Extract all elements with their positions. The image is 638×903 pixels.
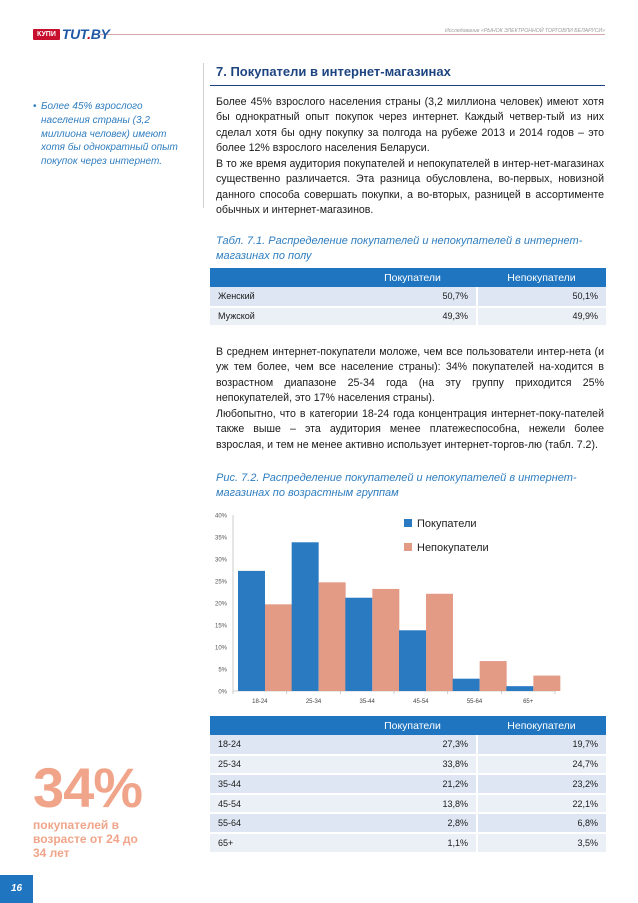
table-header-blank [210,268,348,287]
cell-buyers: 2,8% [348,813,477,833]
y-tick-label: 35% [214,535,227,542]
table-gender [210,268,606,327]
row-label: 65+ [210,833,348,853]
cell-buyers: 13,8% [348,794,477,814]
header-rule [100,34,605,35]
cell-nonbuyers: 50,1% [477,287,606,307]
bar-nonbuyers [426,594,453,691]
table-row [210,833,606,853]
x-tick-label: 18-24 [252,699,268,705]
sidebar-divider [203,63,204,208]
cell-buyers: 50,7% [348,287,477,307]
table-header-buyers: Покупатели [348,268,477,287]
row-label: 45-54 [210,794,348,814]
table-header-blank [210,716,348,735]
cell-nonbuyers: 24,7% [477,755,606,775]
figure-caption: Рис. 7.2. Распределение покупателей и непокупателей в интернет-магазинах по возрастным группам [216,472,577,499]
legend-swatch [404,543,412,551]
cell-nonbuyers: 6,8% [477,813,606,833]
row-label: Женский [210,287,348,307]
y-tick-label: 30% [214,557,227,564]
row-label: 55-64 [210,813,348,833]
logo-kupi-badge: КУПИ [33,29,60,40]
y-tick-label: 5% [218,667,227,674]
bar-nonbuyers [533,676,560,691]
cell-buyers: 27,3% [348,735,477,755]
table-header-buyers: Покупатели [348,716,477,735]
tutby-logo[interactable] [33,27,110,41]
x-tick-label: 45-54 [413,699,429,705]
table-row [210,735,606,755]
bar-nonbuyers [372,589,399,691]
x-tick-label: 65+ [523,699,534,705]
title-rule [210,85,605,86]
paragraph-1: Более 45% взрослого населения страны (3,2 миллиона человек) имеют хотя бы однократный опыт покупок через интернет. Каждый четвер-тый из них сделал хотя бы одну покупку за полгода на рубеже 2013 и 2014 годов – это более 12% взрослого населения Беларуси. [216,96,604,155]
bar-nonbuyers [319,582,346,691]
paragraph-3: В среднем интернет-покупатели моложе, чем все пользователи интер-нета (и уж тем более, чем все население страны): 34% покупателей на-ходится в возрастном диапазоне 25-34 года (на эту группу приходится 25% непокупателей, это 17% населения страны). [216,346,604,405]
y-tick-label: 20% [214,601,227,608]
table-row [210,307,606,327]
y-tick-label: 25% [214,579,227,586]
cell-buyers: 1,1% [348,833,477,853]
bar-buyers [506,686,533,691]
cell-nonbuyers: 3,5% [477,833,606,853]
row-label: 25-34 [210,755,348,775]
legend-label: Непокупатели [417,542,489,554]
y-tick-label: 10% [214,645,227,652]
row-label: 18-24 [210,735,348,755]
cell-nonbuyers: 23,2% [477,774,606,794]
table-header-row [210,268,606,287]
logo-wordmark: TUT.BY [61,26,110,42]
table-row [210,755,606,775]
sidebar-note: • Более 45% взрослого населения страны (3,2 миллиона человек) имеют хотя бы однократный опыт покупок через интернет. [33,100,178,169]
legend-swatch [404,519,412,527]
cell-nonbuyers: 22,1% [477,794,606,814]
paragraph-2: В то же время аудитория покупателей и непокупателей в интер-нет-магазинах существенно различается. Эта разница обусловлена, во-первых, новизной данного способа совершать покупки, а во-вторых, разницей в ассортименте обычных и интернет-магазинов. [216,158,604,217]
bar-buyers [238,571,265,691]
y-tick-label: 40% [214,513,227,520]
age-distribution-chart [209,507,605,712]
bar-buyers [345,598,372,691]
paragraph-4: Любопытно, что в категории 18-24 года концентрация интернет-поку-пателей также выше – эта аудитория менее платежеспособна, нежели более взрослая, и тем не менее активно использует интернет-торгов-лю (табл. 7.2). [216,408,604,451]
table-header-row [210,716,606,735]
bar-nonbuyers [480,661,507,691]
big-stat-number: 34% [33,756,143,819]
big-stat-text: покупателей в возрасте от 24 до 34 лет [33,818,138,860]
section-title: 7. Покупатели в интернет-магазинах [216,64,451,79]
x-tick-label: 55-64 [466,699,483,705]
cell-nonbuyers: 49,9% [477,307,606,327]
legend-label: Покупатели [417,518,477,530]
row-label: Мужской [210,307,348,327]
report-caption: Исследование «РЫНОК ЭЛЕКТРОННОЙ ТОРГОВЛИ БЕЛАРУСИ» [439,28,605,34]
table-row [210,794,606,814]
row-label: 35-44 [210,774,348,794]
x-tick-label: 35-44 [359,699,375,705]
cell-nonbuyers: 19,7% [477,735,606,755]
table-age [210,716,606,854]
cell-buyers: 21,2% [348,774,477,794]
table-row [210,774,606,794]
y-tick-label: 15% [214,623,227,630]
bar-buyers [292,542,319,691]
cell-buyers: 33,8% [348,755,477,775]
x-tick-label: 25-34 [305,699,322,705]
cell-buyers: 49,3% [348,307,477,327]
table-header-nonbuyers: Непокупатели [477,268,606,287]
table1-caption: Табл. 7.1. Распределение покупателей и непокупателей в интернет-магазинах по полу [216,235,583,262]
bar-nonbuyers [265,604,292,691]
y-tick-label: 0% [218,689,227,696]
table-header-nonbuyers: Непокупатели [477,716,606,735]
table-row [210,287,606,307]
bar-buyers [399,630,426,691]
page-number: 16 [0,875,33,903]
bar-buyers [453,679,480,691]
table-row [210,813,606,833]
